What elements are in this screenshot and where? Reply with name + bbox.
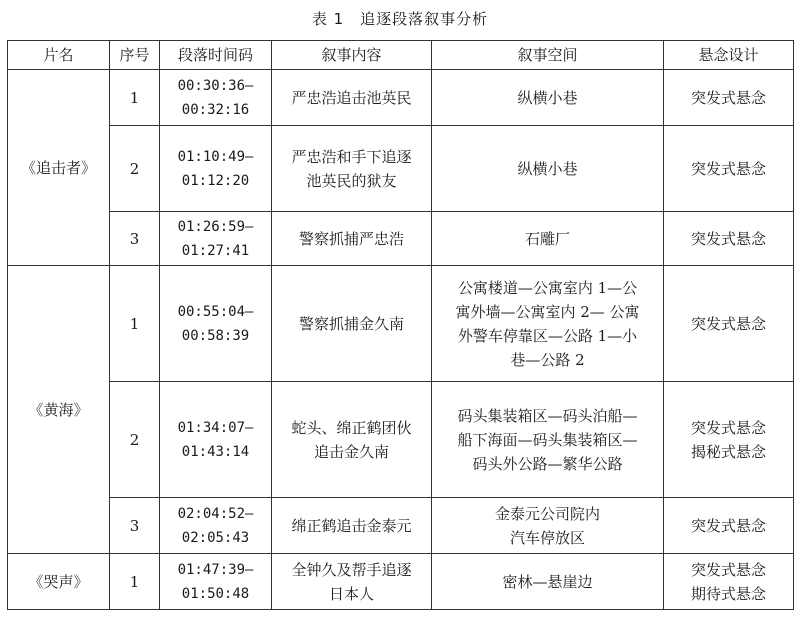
table-row — [8, 126, 794, 212]
header-timecode: 段落时间码 — [160, 41, 272, 70]
timecode-cell — [160, 126, 272, 212]
space-cell — [432, 382, 664, 498]
content-cell — [272, 70, 432, 126]
timecode-cell — [160, 212, 272, 266]
timecode-cell-line: 01:34:07— — [177, 419, 254, 436]
sequence-number: 1 — [110, 70, 160, 126]
header-seq: 序号 — [110, 41, 160, 70]
space-cell-line: 金泰元公司院内 — [494, 504, 600, 523]
content-cell-line: 日本人 — [328, 584, 374, 603]
timecode-cell — [160, 70, 272, 126]
suspense-cell — [664, 498, 794, 554]
content-cell — [272, 554, 432, 610]
content-cell — [272, 498, 432, 554]
space-cell-line: 汽车停放区 — [509, 528, 585, 547]
content-cell-line: 追击金久南 — [313, 442, 389, 461]
timecode-cell-line: 01:10:49— — [177, 148, 254, 165]
space-cell — [432, 266, 664, 382]
suspense-cell-line: 期待式悬念 — [690, 584, 766, 603]
suspense-cell-line: 突发式悬念 — [690, 229, 766, 248]
timecode-cell — [160, 382, 272, 498]
suspense-cell-line: 突发式悬念 — [690, 159, 766, 178]
timecode-cell-line: 01:27:41 — [181, 242, 250, 259]
content-cell — [272, 266, 432, 382]
header-space: 叙事空间 — [432, 41, 664, 70]
timecode-cell-line: 01:47:39— — [177, 561, 254, 578]
space-cell-line: 纵横小巷 — [517, 88, 578, 107]
suspense-cell-line: 揭秘式悬念 — [690, 442, 766, 461]
suspense-cell-line: 突发式悬念 — [690, 88, 766, 107]
space-cell-line: 石雕厂 — [524, 229, 570, 248]
space-cell-line: 船下海面—码头集装箱区— — [457, 430, 638, 449]
suspense-cell — [664, 554, 794, 610]
space-cell-line: 密林—悬崖边 — [502, 572, 593, 591]
timecode-cell-line: 01:50:48 — [181, 585, 250, 602]
space-cell-line: 码头集装箱区—码头泊船— — [457, 406, 638, 425]
table-body — [8, 70, 794, 610]
content-cell-line: 严忠浩追击池英民 — [291, 88, 412, 107]
content-cell-line: 全钟久及帮手追逐 — [291, 560, 412, 579]
suspense-cell — [664, 266, 794, 382]
sequence-number: 1 — [110, 266, 160, 382]
space-cell-line: 纵横小巷 — [517, 159, 578, 178]
timecode-cell-line: 00:55:04— — [177, 303, 254, 320]
narrative-analysis-table — [7, 40, 794, 610]
sequence-number: 3 — [110, 212, 160, 266]
content-cell — [272, 382, 432, 498]
content-cell-line: 绵正鹤追击金泰元 — [291, 516, 412, 535]
film-title: 《黄海》 — [8, 266, 110, 554]
suspense-cell — [664, 126, 794, 212]
timecode-cell-line: 01:43:14 — [181, 443, 250, 460]
content-cell-line: 蛇头、绵正鹤团伙 — [291, 418, 412, 437]
content-cell — [272, 212, 432, 266]
suspense-cell — [664, 382, 794, 498]
suspense-cell-line: 突发式悬念 — [690, 418, 766, 437]
header-film: 片名 — [8, 41, 110, 70]
timecode-cell-line: 02:05:43 — [181, 529, 250, 546]
header-content: 叙事内容 — [272, 41, 432, 70]
timecode-cell — [160, 554, 272, 610]
timecode-cell — [160, 266, 272, 382]
sequence-number: 3 — [110, 498, 160, 554]
table-row — [8, 70, 794, 126]
table-caption: 表 1 追逐段落叙事分析 — [311, 10, 489, 28]
table-row — [8, 382, 794, 498]
sequence-number: 1 — [110, 554, 160, 610]
timecode-cell — [160, 498, 272, 554]
space-cell-line: 寓外墙—公寓室内 2— 公寓 — [455, 302, 640, 321]
suspense-cell — [664, 212, 794, 266]
space-cell-line: 码头外公路—繁华公路 — [472, 454, 623, 473]
table-row — [8, 212, 794, 266]
table-row — [8, 498, 794, 554]
content-cell-line: 警察抓捕严忠浩 — [298, 229, 404, 248]
timecode-cell-line: 01:26:59— — [177, 218, 254, 235]
space-cell — [432, 554, 664, 610]
space-cell-line: 公寓楼道—公寓室内 1—公 — [457, 278, 638, 297]
header-row — [8, 41, 794, 70]
film-title: 《追击者》 — [8, 70, 110, 266]
suspense-cell-line: 突发式悬念 — [690, 560, 766, 579]
space-cell-line: 巷—公路 2 — [510, 350, 585, 369]
space-cell-line: 外警车停靠区—公路 1—小 — [457, 326, 638, 345]
content-cell-line: 警察抓捕金久南 — [298, 314, 404, 333]
table-row — [8, 266, 794, 382]
film-title: 《哭声》 — [8, 554, 110, 610]
timecode-cell-line: 01:12:20 — [181, 172, 250, 189]
table-row — [8, 554, 794, 610]
sequence-number: 2 — [110, 382, 160, 498]
suspense-cell — [664, 70, 794, 126]
suspense-cell-line: 突发式悬念 — [690, 516, 766, 535]
content-cell-line: 严忠浩和手下追逐 — [291, 147, 412, 166]
suspense-cell-line: 突发式悬念 — [690, 314, 766, 333]
timecode-cell-line: 02:04:52— — [177, 505, 254, 522]
space-cell — [432, 498, 664, 554]
timecode-cell-line: 00:58:39 — [181, 327, 250, 344]
sequence-number: 2 — [110, 126, 160, 212]
header-suspense: 悬念设计 — [664, 41, 794, 70]
space-cell — [432, 70, 664, 126]
content-cell — [272, 126, 432, 212]
space-cell — [432, 126, 664, 212]
content-cell-line: 池英民的狱友 — [306, 171, 397, 190]
timecode-cell-line: 00:32:16 — [181, 101, 250, 118]
space-cell — [432, 212, 664, 266]
timecode-cell-line: 00:30:36— — [177, 77, 254, 94]
